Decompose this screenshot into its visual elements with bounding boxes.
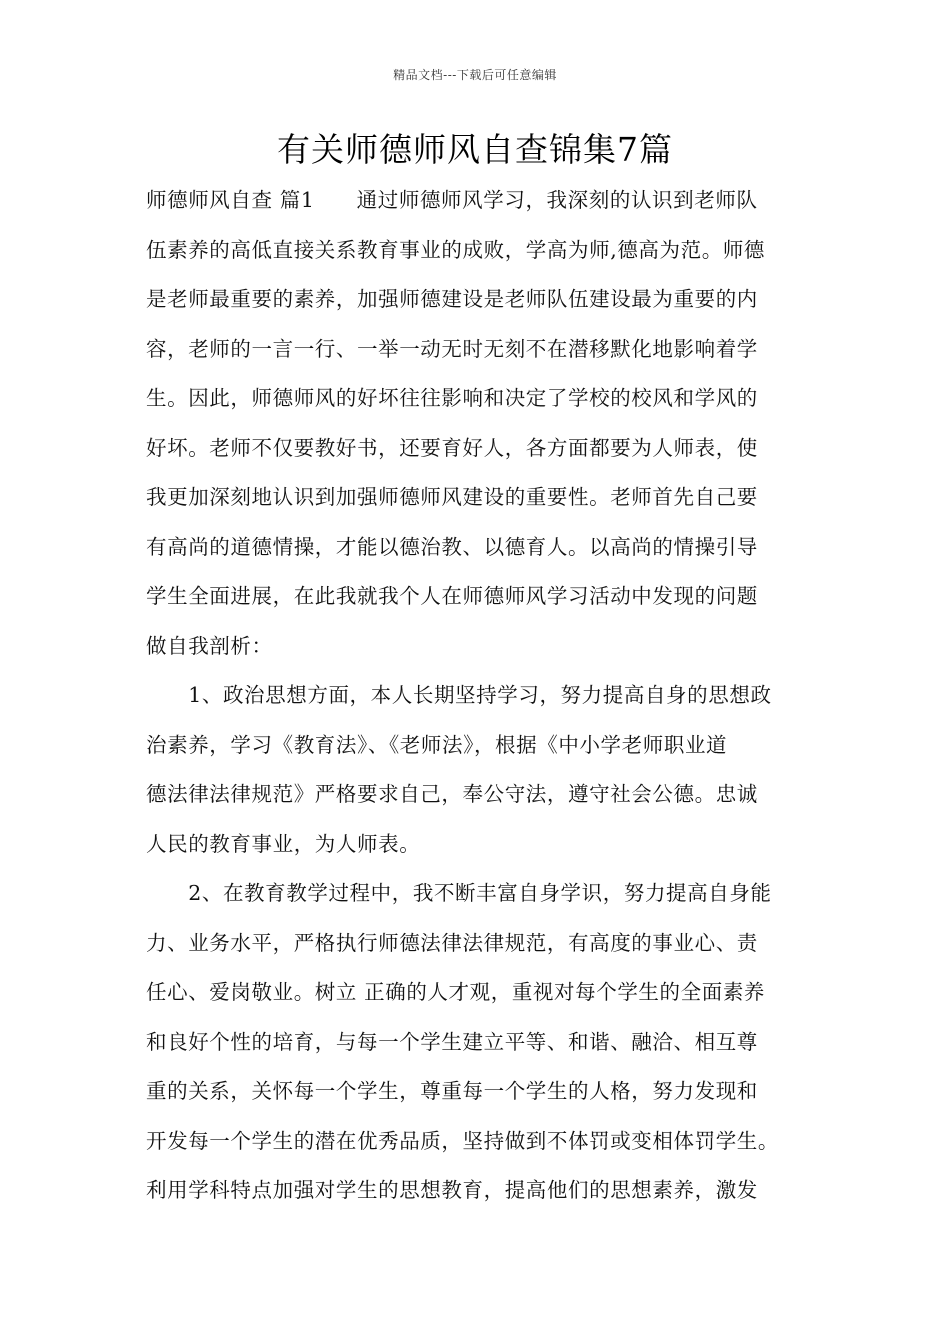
text-line: 2、在教育教学过程中，我不断丰富自身学识，努力提高自身能 <box>146 881 772 905</box>
text-line: 开发每一个学生的潜在优秀品质，坚持做到不体罚或变相体罚学生。 <box>146 1128 779 1153</box>
body-text <box>146 180 816 1220</box>
text-line: 德法律法律规范》严格要求自己，奉公守法，遵守社会公德。忠诚 <box>146 782 758 806</box>
text-line: 重的关系，关怀每一个学生，尊重每一个学生的人格，努力发现和 <box>146 1079 758 1103</box>
text-line: 力、业务水平，严格执行师德法律法律规范，有高度的事业心、责 <box>146 930 758 955</box>
text-line: 治素养，学习《教育法》、《老师法》，根据《中小学老师职业道 <box>146 732 728 757</box>
text-line: 容，老师的一言一行、一举一动无时无刻不在潜移默化地影响着学 <box>146 336 758 361</box>
text-line: 利用学科特点加强对学生的思想教育，提高他们的思想素养，激发 <box>146 1178 758 1202</box>
text-line: 人民的教育事业，为人师表。 <box>146 831 421 856</box>
text-line: 师德师风自查 篇1 通过师德师风学习，我深刻的认识到老师队 <box>146 188 758 212</box>
text-line: 生。因此，师德师风的好坏往往影响和决定了学校的校风和学风的 <box>146 386 758 410</box>
text-line: 我更加深刻地认识到加强师德师风建设的重要性。老师首先自己要 <box>146 485 758 509</box>
text-line: 好坏。老师不仅要教好书，还要育好人，各方面都要为人师表，使 <box>146 435 758 460</box>
text-line: 学生全面进展，在此我就我个人在师德师风学习活动中发现的问题 <box>146 584 758 608</box>
text-line: 任心、爱岗敬业。树立 正确的人才观，重视对每个学生的全面素养 <box>146 980 766 1004</box>
text-line: 1、政治思想方面，本人长期坚持学习，努力提高自身的思想政 <box>146 683 772 707</box>
text-line: 做自我剖析： <box>146 633 273 658</box>
text-line: 有高尚的道德情操，才能以德治教、以德育人。以高尚的情操引导 <box>146 534 758 559</box>
header-note: 精品文档---下载后可任意编辑 <box>393 68 557 82</box>
document-title: 有关师德师风自查锦集7篇 <box>277 130 673 169</box>
text-line: 伍素养的高低直接关系教育事业的成败，学高为师,德高为范。师德 <box>146 237 766 262</box>
text-line: 是老师最重要的素养，加强师德建设是老师队伍建设最为重要的内 <box>146 287 758 311</box>
text-line: 和良好个性的培育，与每一个学生建立平等、和谐、融洽、相互尊 <box>146 1029 758 1054</box>
